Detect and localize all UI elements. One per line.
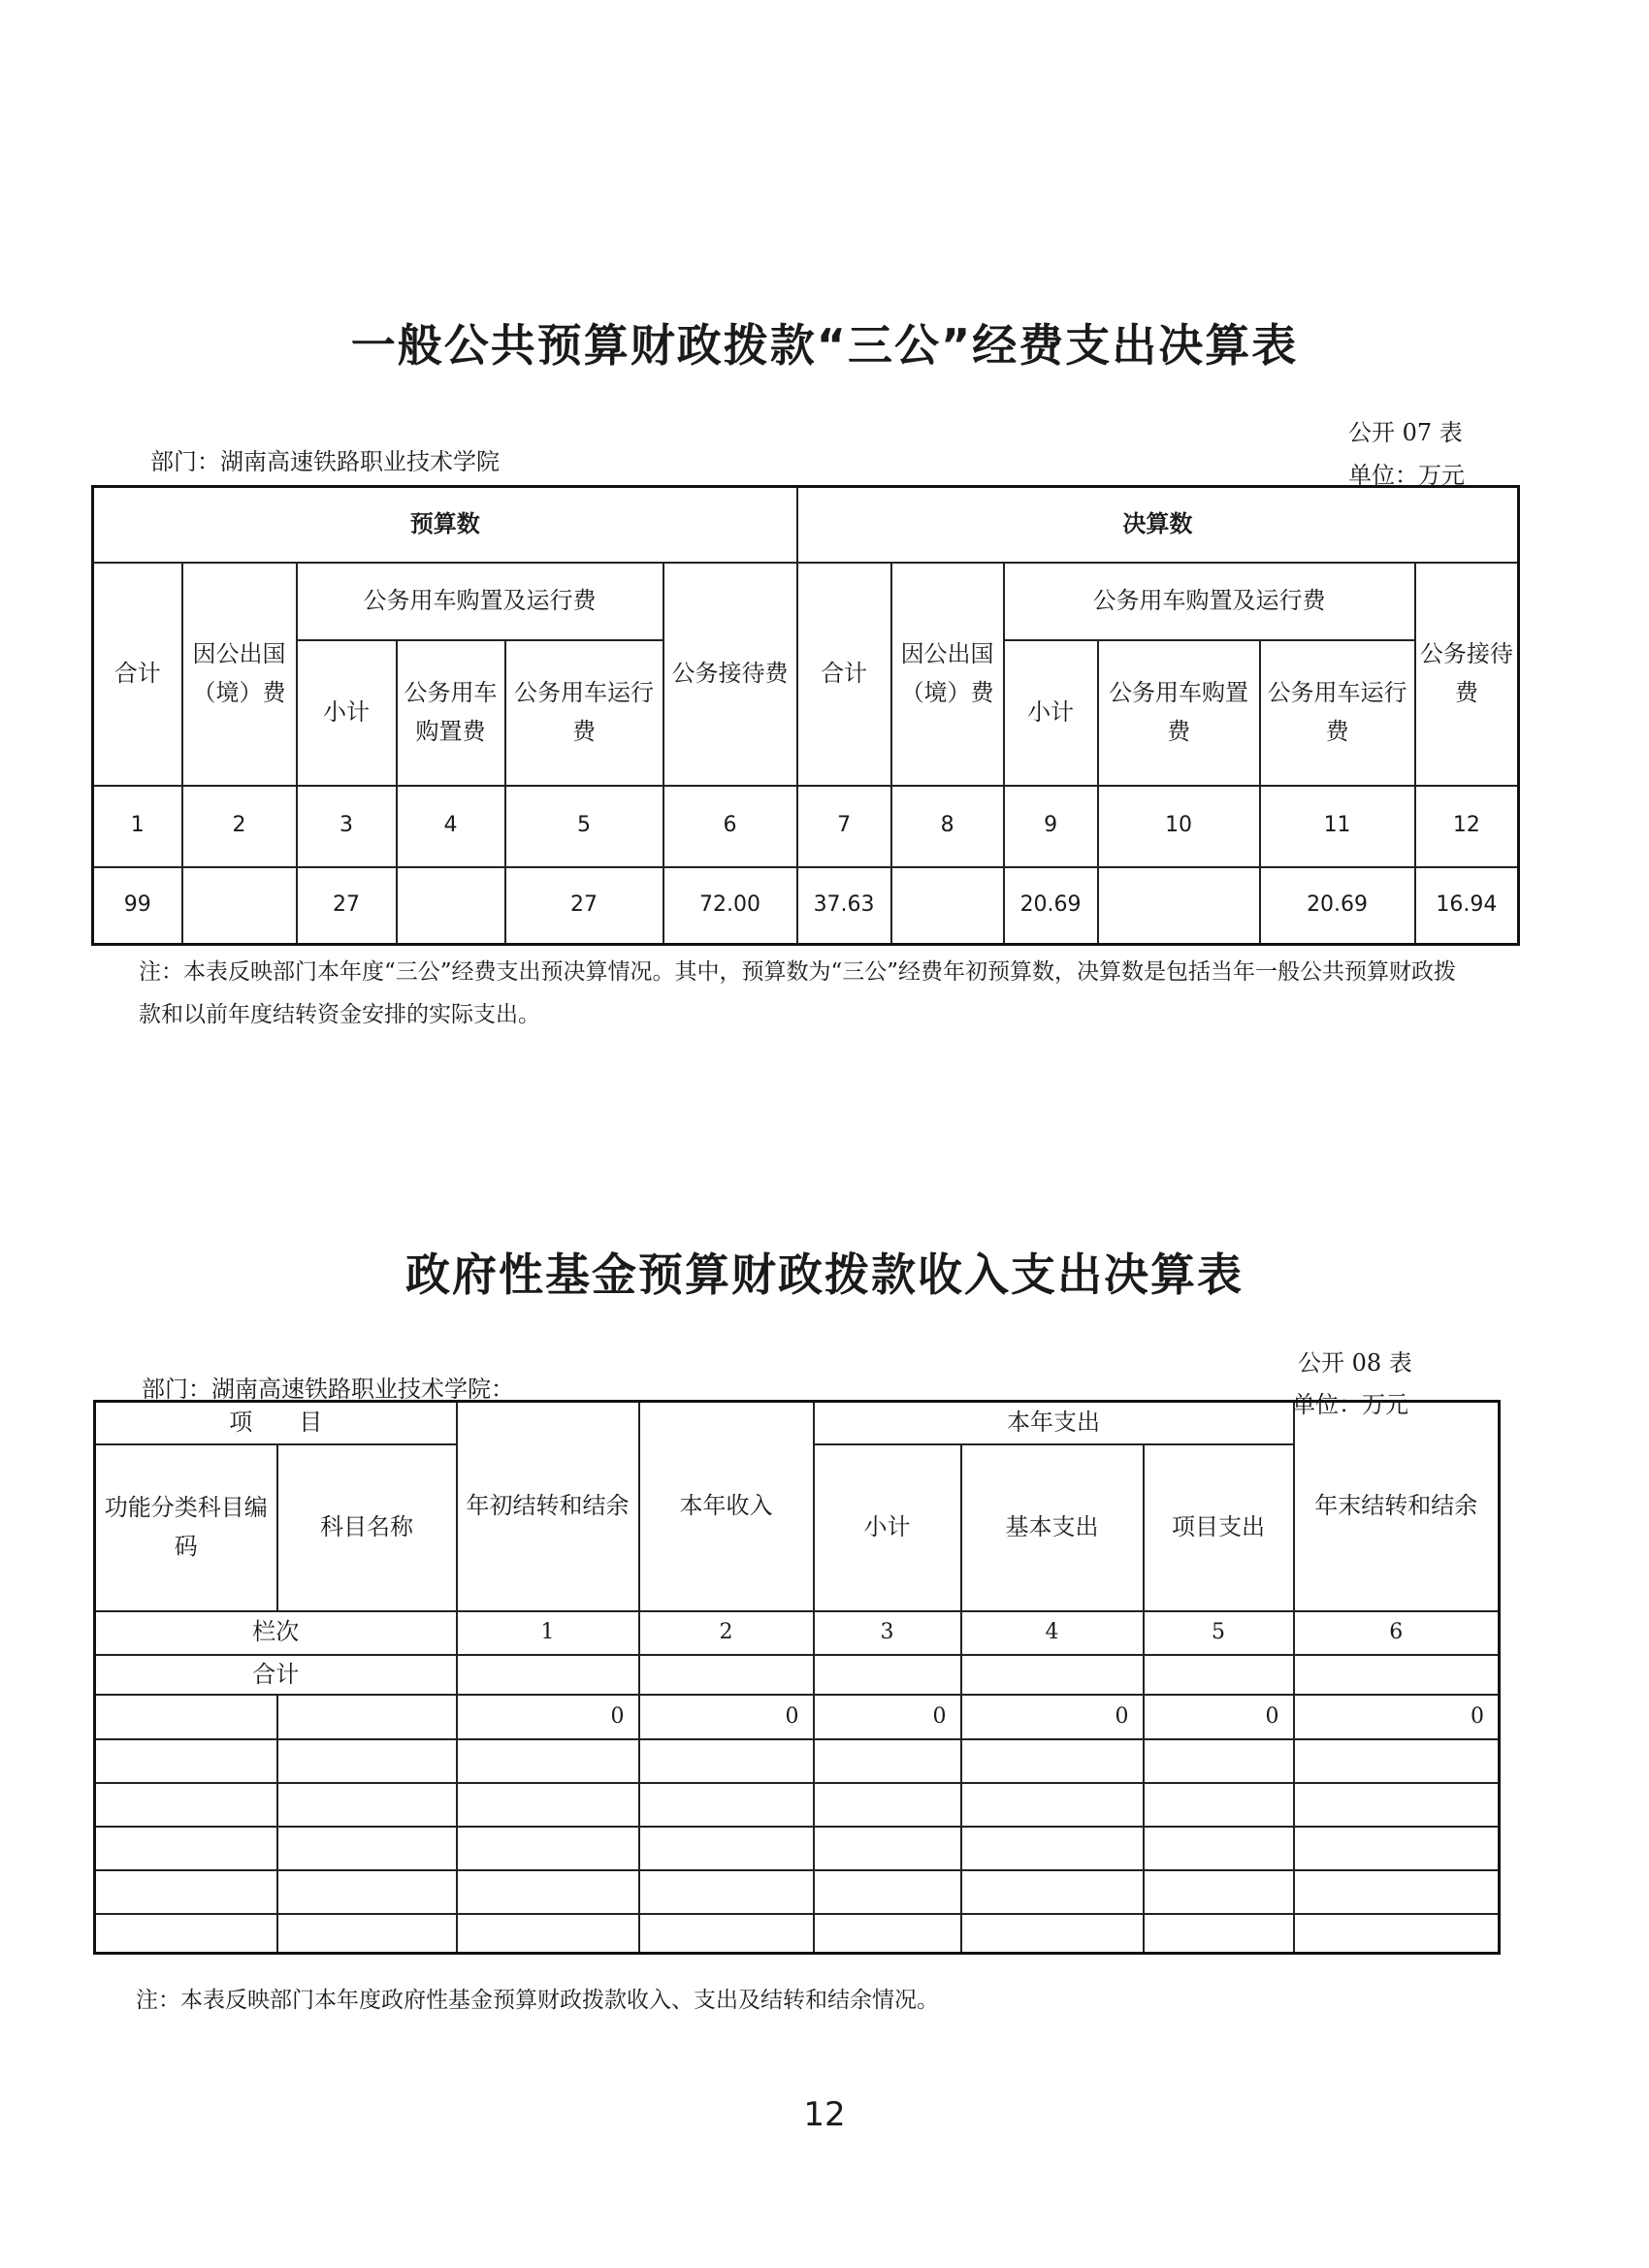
budget-subtotal-value: 27 bbox=[297, 867, 397, 945]
budget-reception-value: 72.00 bbox=[663, 867, 797, 945]
income-header: 本年收入 bbox=[639, 1402, 814, 1611]
budget-vehicle-run-header: 公务用车运行费 bbox=[505, 640, 663, 786]
page-number: 12 bbox=[803, 2095, 846, 2134]
budget-total-value: 99 bbox=[93, 867, 182, 945]
table2-department: 部门：湖南高速铁路职业技术学院： bbox=[142, 1376, 514, 1403]
code-header: 功能分类科目编码 bbox=[95, 1444, 277, 1611]
final-abroad-value bbox=[891, 867, 1004, 945]
budget-reception-header: 公务接待费 bbox=[663, 563, 797, 786]
final-vehicle-purchase-header: 公务用车购置费 bbox=[1098, 640, 1260, 786]
final-vehicle-run-header: 公务用车运行费 bbox=[1260, 640, 1415, 786]
budget-subtotal-header: 小计 bbox=[297, 640, 397, 786]
empty-cell bbox=[814, 1655, 961, 1696]
final-vehicle-purchase-value bbox=[1098, 867, 1260, 945]
budget-header: 预算数 bbox=[93, 487, 797, 563]
final-subtotal-header: 小计 bbox=[1004, 640, 1098, 786]
empty-cell bbox=[95, 1695, 277, 1739]
table2-unit: 单位：万元 bbox=[1292, 1391, 1408, 1418]
table2-note: 注：本表反映部门本年度政府性基金预算财政拨款收入、支出及结转和结余情况。 bbox=[136, 1988, 939, 2013]
budget-abroad-value bbox=[182, 867, 297, 945]
empty-cell bbox=[961, 1655, 1144, 1696]
column-number: 5 bbox=[1144, 1611, 1294, 1655]
project-expense-value: 0 bbox=[1144, 1695, 1294, 1739]
column-number: 3 bbox=[297, 786, 397, 867]
basic-expense-value: 0 bbox=[961, 1695, 1144, 1739]
table-row bbox=[95, 1783, 1500, 1827]
column-number: 2 bbox=[639, 1611, 814, 1655]
table1-department: 部门：湖南高速铁路职业技术学院 bbox=[150, 448, 500, 475]
column-number: 10 bbox=[1098, 786, 1260, 867]
table-row bbox=[95, 1914, 1500, 1953]
column-number: 12 bbox=[1415, 786, 1519, 867]
empty-cell bbox=[1294, 1655, 1500, 1696]
government-fund-table bbox=[93, 1400, 1501, 1955]
budget-vehicle-run-value: 27 bbox=[505, 867, 663, 945]
column-number: 2 bbox=[182, 786, 297, 867]
column-number: 5 bbox=[505, 786, 663, 867]
name-header: 科目名称 bbox=[277, 1444, 457, 1611]
carry-begin-value: 0 bbox=[457, 1695, 639, 1739]
final-vehicle-run-value: 20.69 bbox=[1260, 867, 1415, 945]
expense-group-header: 本年支出 bbox=[814, 1402, 1294, 1444]
final-reception-value: 16.94 bbox=[1415, 867, 1519, 945]
budget-abroad-header: 因公出国（境）费 bbox=[182, 563, 297, 786]
table1-unit: 单位：万元 bbox=[1348, 462, 1465, 489]
column-number: 3 bbox=[814, 1611, 961, 1655]
budget-total-header: 合计 bbox=[93, 563, 182, 786]
column-number: 4 bbox=[397, 786, 505, 867]
budget-vehicle-group-header: 公务用车购置及运行费 bbox=[297, 563, 663, 640]
empty-cell bbox=[277, 1695, 457, 1739]
final-subtotal-value: 20.69 bbox=[1004, 867, 1098, 945]
column-number: 9 bbox=[1004, 786, 1098, 867]
table1-number: 公开 07 表 bbox=[1348, 419, 1463, 446]
basic-expense-header: 基本支出 bbox=[961, 1444, 1144, 1611]
budget-vehicle-purchase-header: 公务用车购置费 bbox=[397, 640, 505, 786]
empty-cell bbox=[457, 1655, 639, 1696]
table1-note: 注：本表反映部门本年度“三公”经费支出预决算情况。其中，预算数为“三公”经费年初预算数，决算数是包括当年一般公共预算财政拨款和以前年度结转资金安排的实际支出。 bbox=[139, 959, 1457, 1027]
table2-number: 公开 08 表 bbox=[1298, 1349, 1412, 1377]
column-number: 8 bbox=[891, 786, 1004, 867]
table2-title: 政府性基金预算财政拨款收入支出决算表 bbox=[405, 1248, 1244, 1301]
carry-begin-header: 年初结转和结余 bbox=[457, 1402, 639, 1611]
three-public-expense-table bbox=[91, 485, 1520, 946]
carry-end-header: 年末结转和结余 bbox=[1294, 1402, 1500, 1611]
budget-vehicle-purchase-value bbox=[397, 867, 505, 945]
column-number: 1 bbox=[457, 1611, 639, 1655]
item-header: 项 目 bbox=[95, 1402, 457, 1444]
empty-cell bbox=[639, 1655, 814, 1696]
final-header: 决算数 bbox=[797, 487, 1519, 563]
final-reception-header: 公务接待费 bbox=[1415, 563, 1519, 786]
column-number: 1 bbox=[93, 786, 182, 867]
column-number: 6 bbox=[1294, 1611, 1500, 1655]
column-number: 7 bbox=[797, 786, 891, 867]
final-total-value: 37.63 bbox=[797, 867, 891, 945]
column-number: 6 bbox=[663, 786, 797, 867]
final-vehicle-group-header: 公务用车购置及运行费 bbox=[1004, 563, 1415, 640]
total-label: 合计 bbox=[95, 1655, 457, 1696]
final-abroad-header: 因公出国（境）费 bbox=[891, 563, 1004, 786]
column-number: 11 bbox=[1260, 786, 1415, 867]
income-value: 0 bbox=[639, 1695, 814, 1739]
empty-cell bbox=[1144, 1655, 1294, 1696]
table-row bbox=[95, 1827, 1500, 1870]
row-index-label: 栏次 bbox=[95, 1611, 457, 1655]
column-number: 4 bbox=[961, 1611, 1144, 1655]
project-expense-header: 项目支出 bbox=[1144, 1444, 1294, 1611]
subtotal-value: 0 bbox=[814, 1695, 961, 1739]
table1-title: 一般公共预算财政拨款“三公”经费支出决算表 bbox=[350, 319, 1299, 372]
subtotal-header: 小计 bbox=[814, 1444, 961, 1611]
final-total-header: 合计 bbox=[797, 563, 891, 786]
carry-end-value: 0 bbox=[1294, 1695, 1500, 1739]
table-row bbox=[95, 1739, 1500, 1783]
table-row bbox=[95, 1870, 1500, 1914]
